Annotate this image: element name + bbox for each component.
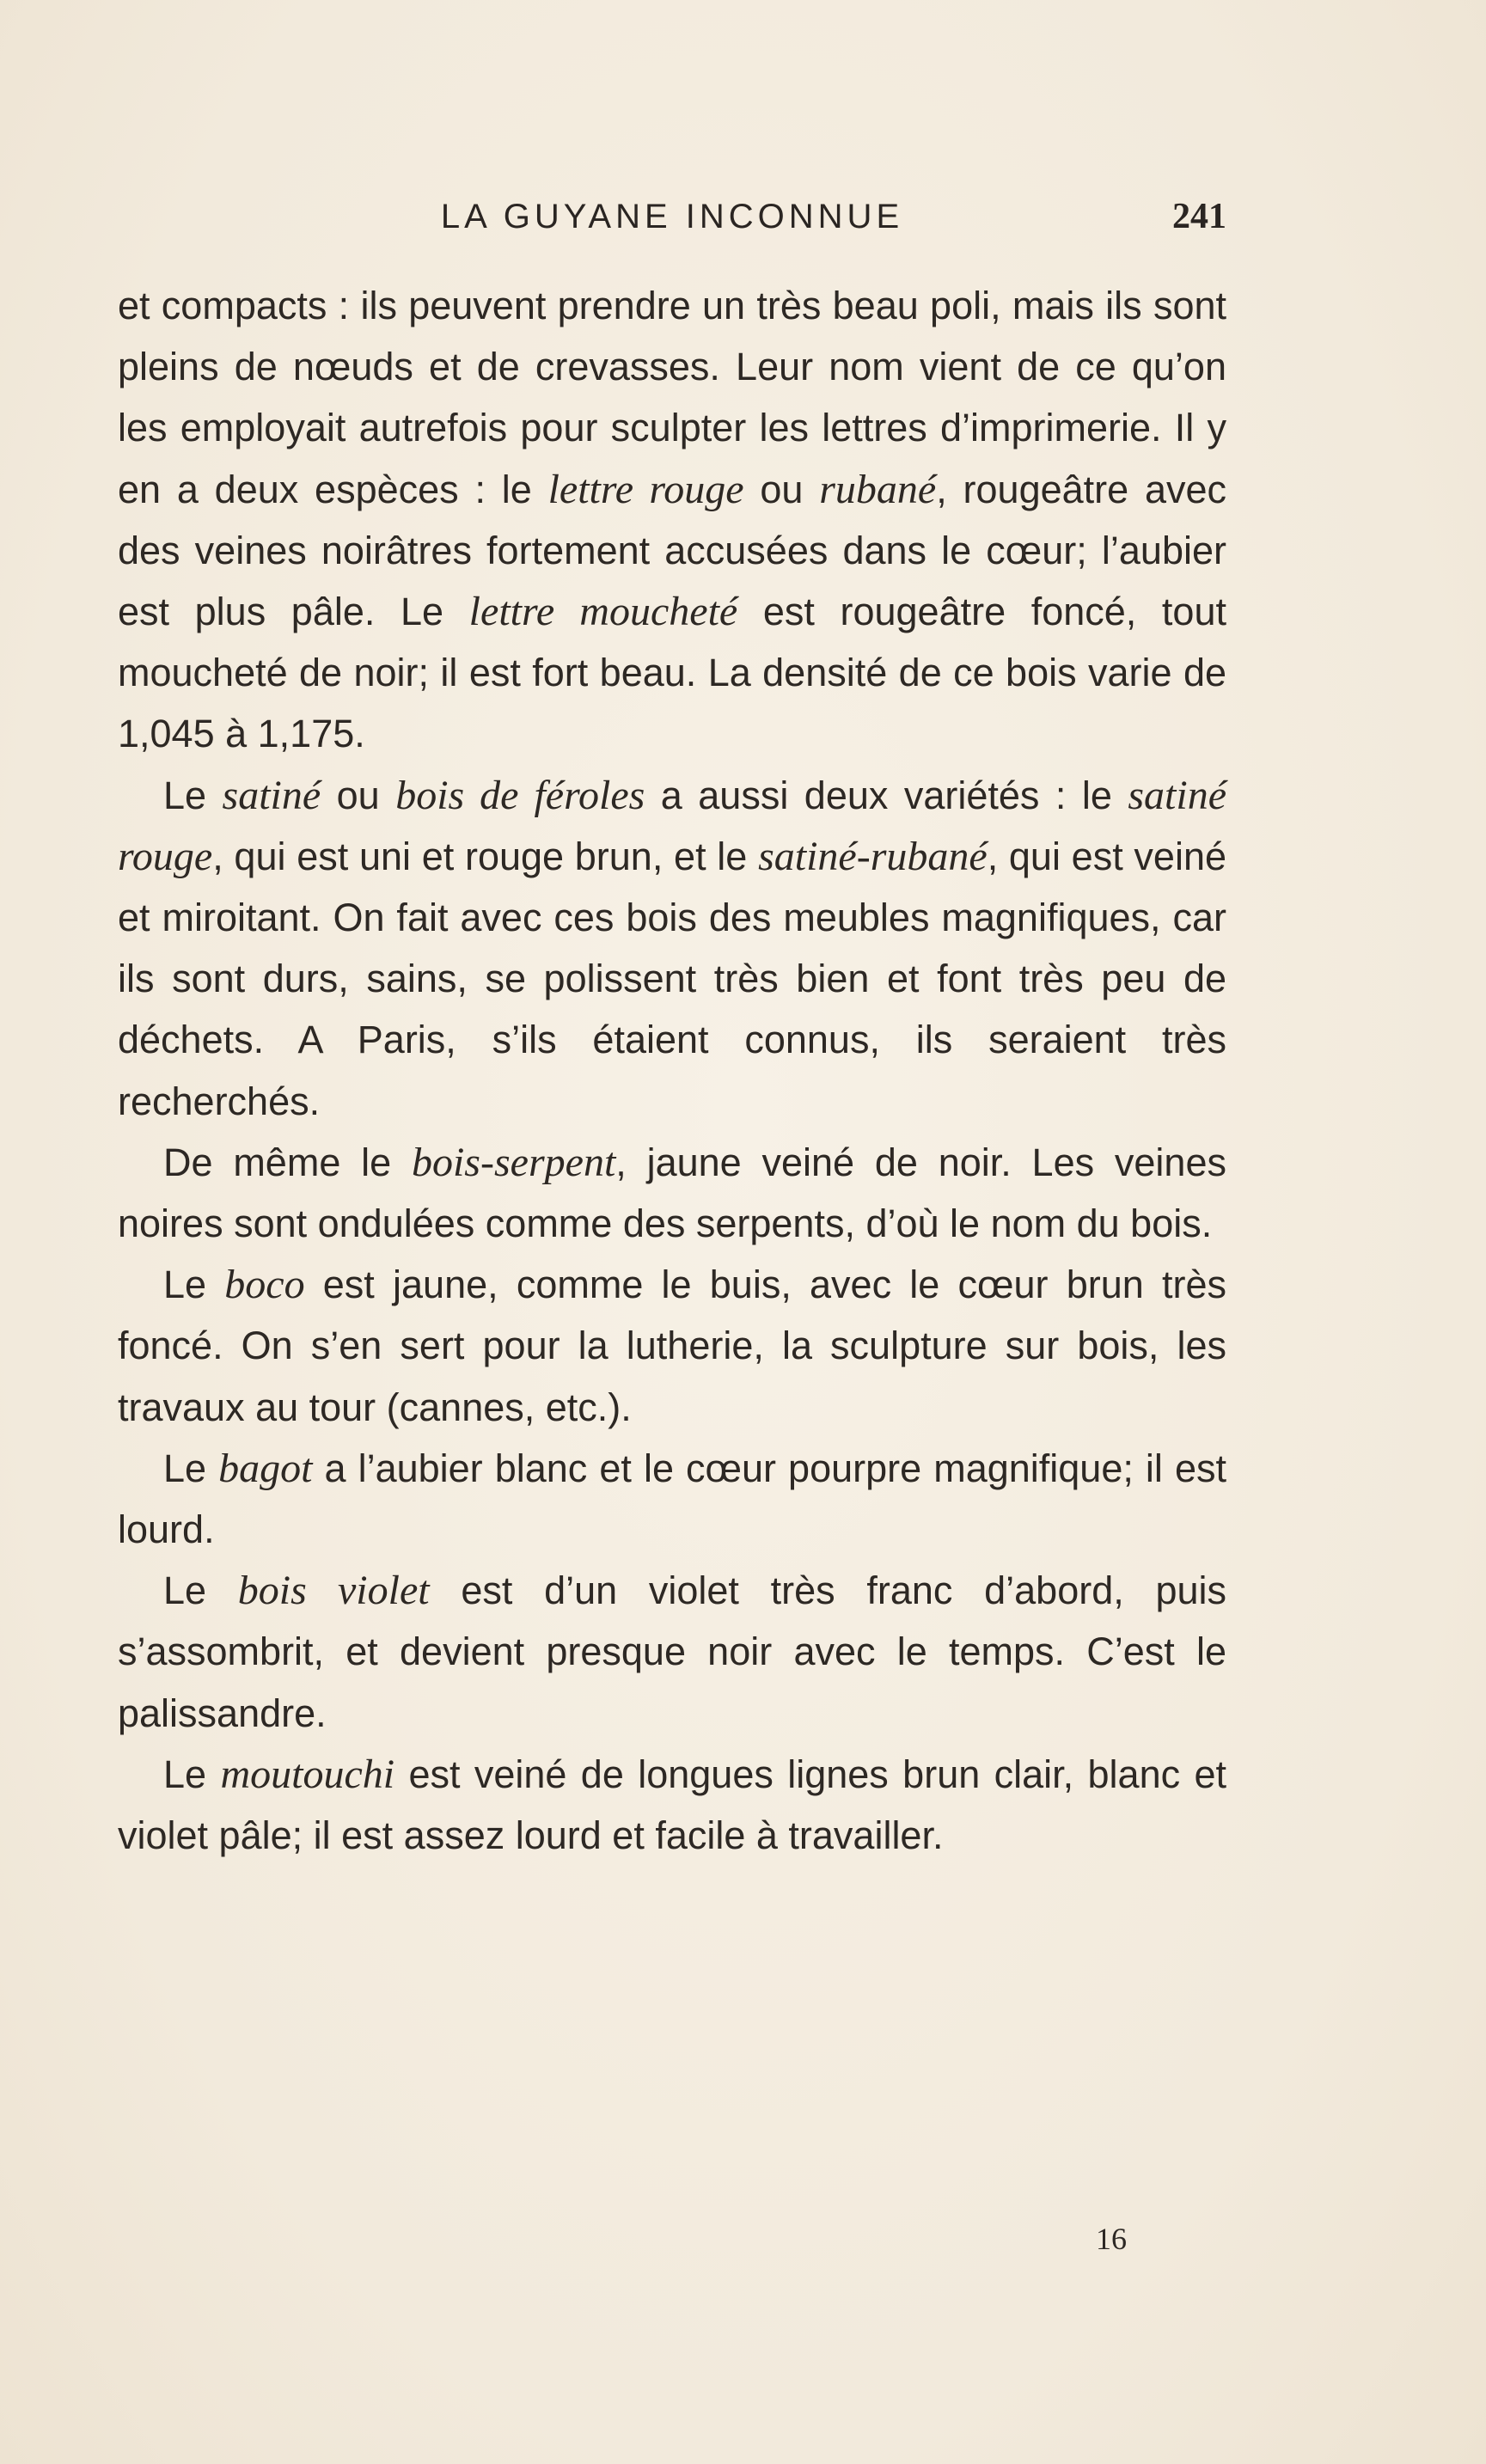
italic-term: satiné: [222, 772, 321, 818]
italic-term: bois de féroles: [395, 772, 645, 818]
italic-term: bois-serpent: [411, 1139, 616, 1185]
body-text: [118, 275, 1226, 1866]
text-run: ou: [743, 467, 820, 511]
italic-term: satiné-rubané: [758, 833, 988, 879]
text-run: est jaune, comme le buis, avec le cœur brun très foncé. On s’en sert pour la lutherie, la sculpture sur bois, les travaux au tour (cannes, etc.).: [118, 1263, 1226, 1429]
italic-term: boco: [224, 1262, 305, 1308]
text-run: Le: [163, 773, 223, 817]
paragraph: [118, 1254, 1226, 1438]
italic-term: lettre rouge: [547, 466, 744, 512]
text-run: Le: [163, 1446, 219, 1490]
text-run: , rougeâtre avec des veines noirâtres fortement accusées dans le cœur; l’aubier est plus pâle. Le: [118, 467, 1227, 634]
paragraph: [118, 1438, 1226, 1560]
text-run: , jaune veiné de noir. Les veines noires sont ondulées comme des serpents, d’où le nom du bois.: [118, 1140, 1226, 1246]
page-header: [118, 191, 1226, 242]
text-run: , qui est uni et rouge brun, et le: [212, 834, 759, 878]
paragraph: [118, 1132, 1226, 1254]
italic-term: rubané: [819, 466, 937, 512]
text-run: est d’un violet très franc d’abord, puis s’assombrit, et devient presque noir avec le temps. C’est le palissandre.: [118, 1568, 1226, 1735]
paragraph: [118, 275, 1226, 765]
paragraph: [118, 1744, 1226, 1866]
signature-mark: 16: [1096, 2222, 1127, 2256]
page-number: 241: [1172, 197, 1226, 236]
italic-term: lettre moucheté: [468, 589, 738, 635]
text-run: , qui est veiné et miroitant. On fait avec ces bois des meubles magnifiques, car ils sont durs, sains, se polissent très bien et font très peu de déchets. A Paris, s’ils étaient connus, ils seraient très recherchés.: [118, 834, 1227, 1123]
text-run: est veiné de longues lignes brun clair, blanc et violet pâle; il est assez lourd et facile à travailler.: [118, 1752, 1227, 1858]
text-run: a l’aubier blanc et le cœur pourpre magnifique; il est lourd.: [118, 1446, 1226, 1552]
text-run: Le: [163, 1752, 221, 1796]
text-run: a aussi deux variétés : le: [645, 773, 1128, 817]
paragraph: [118, 1560, 1226, 1744]
text-run: Le: [163, 1568, 238, 1613]
text-run: Le: [163, 1263, 225, 1307]
text-run: et compacts : ils peuvent prendre un très beau poli, mais ils sont pleins de nœuds et de crevasses. Leur nom vient de ce qu’on les employait autrefois pour sculpter les lettres d’imprimerie. Il y en a deux espèces : le: [118, 284, 1226, 511]
text-run: ou: [321, 773, 396, 817]
italic-term: moutouchi: [220, 1751, 395, 1797]
italic-term: bois violet: [237, 1568, 430, 1614]
running-title: LA GUYANE INCONNUE: [440, 198, 904, 235]
italic-term: bagot: [218, 1445, 313, 1491]
text-run: De même le: [163, 1140, 412, 1184]
italic-term: satiné rouge: [118, 772, 1227, 879]
paragraph: [118, 765, 1226, 1132]
text-run: est rougeâtre foncé, tout moucheté de noir; il est fort beau. La densité de ce bois varie de 1,045 à 1,175.: [118, 590, 1226, 756]
